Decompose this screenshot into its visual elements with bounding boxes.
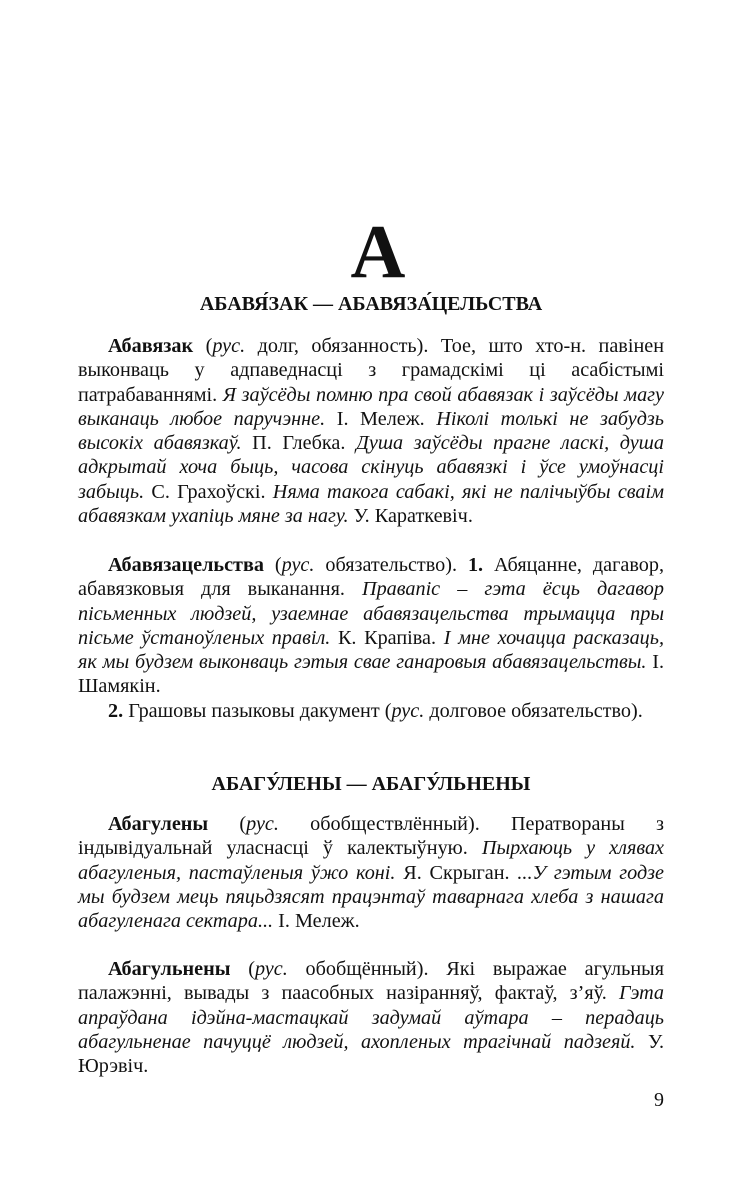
example-author: К. Крапіва. [337,626,437,649]
rus-gloss: долг, обязанность [257,335,417,357]
rus-gloss: обобществлённый [310,813,468,835]
page-number: 9 [654,1089,664,1111]
entry-headword: Абавязацельства [108,554,264,576]
example-quote: Душа заўсёды прагне ласкі, душа адкрытай хоча быць, часова скінуць абавязкі і ўсе умоўнасці забыць. [78,432,664,503]
sense-number: 1. [467,554,484,576]
example-author: П. Глебка. [252,432,346,455]
section-title-abagulieny: АБАГУ́ЛЕНЫ — АБАГУ́ЛЬНЕНЫ [211,773,531,795]
rus-label: рус. [246,813,279,835]
rus-label: рус. [281,554,315,576]
example-quote: Няма такога сабакі, які не палічыўбы сваім абавязкам ухапіць мяне за нагу. [78,480,665,528]
sense-number: 2. [108,699,124,722]
rus-label: рус. [212,335,246,357]
example-quote: І мне хочацца расказаць, як мы будзем выконваць гэтыя свае ганаровыя абавязацельствы. [78,626,665,674]
entry-abaviazacelstva: Абавязацельства (рус. обязательство). 1. Абяцанне, дагавор, абавязковыя для выканання. Правапіс – гэта ёсць дагавор пісьменных людзей, узаемнае абавязацельства трымацца пры пісьме ўстаноўленых правіл. К. Крапіва. І мне хочацца расказаць, як мы будзем выконваць гэтыя свае ганаровыя абавязацельствы. І. Шамякін. 2. Грашовы пазыковы дакумент (рус. долговое обязательство). [78,554,665,722]
example-author: С. Грахоўскі. [151,480,266,503]
example-author: І. Мележ. [278,910,360,933]
entry-abaviazak: Абавязак (рус. долг, обязанность). Тое, што хто-н. павінен выконваць у адпаведнасці з грамадскімі ці асабістымі патрабаваннямі. Я заўсёды помню пра свой абавязак і заўсёды магу выканаць любое паручэнне. І. Мележ. Ніколі толькі не забудзь высокіх абавязкаў. П. Глебка. Душа заўсёды прагне ласкі, душа адкрытай хоча быць, часова скінуць абавязкі і ўсе умоўнасці забыць. С. Грахоўскі. Няма такога сабакі, які не палічыўбы сваім абавязкам ухапіць мяне за нагу. У. Караткевіч. [78,335,665,528]
example-quote: Пырхаюць у хлявах абагуленыя, пастаўленыя ўжо коні. [78,837,665,884]
entry-definition: Ператвораны з індывідуальнай уласнасці ў калектыўную. [78,813,664,860]
entry-definition: Тое, што хто-н. павінен выконваць у адпаведнасці з грамадскімі ці асабістымі патрабаваннямі. [78,335,665,406]
example-quote: Гэта апраўдана ідэйна-мастацкай задумай аўтара – перадаць абагульненае пачуццё людзей, ахопленых трагічнай падзеяй. [78,982,665,1053]
example-quote: Я заўсёды помню пра свой абавязак і заўсёды магу выканаць любое паручэнне. [78,383,664,430]
example-author: І. Мележ. [336,407,425,430]
sense-definition: Абяцанне, дагавор, абавязковыя для выканання. [78,554,664,601]
entry-headword: Абавязак [108,335,194,357]
example-author: У. Караткевіч. [353,505,473,528]
rus-label: рус. [391,699,425,722]
entry-abagulneny: Абагульнены (рус. обобщённый). Які выражае агульныя палажэнні, вывады з паасобных назіранняў, фактаў, з’яў. Гэта апраўдана ідэйна-мастацкай задумай аўтара – перадаць абагульненае пачуццё людзей, ахопленых трагічнай падзеяй. У. Юрэвіч. [78,958,665,1078]
entry-headword: Абагулены [108,813,209,835]
example-quote: Ніколі толькі не забудзь высокіх абавязкаў. [78,407,664,455]
entry-abagulieny: Абагулены (рус. обобществлённый). Ператвораны з індывідуальнай уласнасці ў калектыўную. Пырхаюць у хлявах абагуленыя, пастаўленыя ўжо коні. Я. Скрыган. ...У гэтым годзе мы будзем мець пяцьдзясят працэнтаў таварнага хлеба з нашага абагуленага сектара... І. Мележ. [78,813,665,933]
entry-definition: Які выражае агульныя палажэнні, вывады з паасобных назіранняў, фактаў, з’яў. [78,958,664,1005]
example-quote: Правапіс – гэта ёсць дагавор пісьменных людзей, узаемнае абавязацельства трымацца пры пісьме ўстаноўленых правіл. [78,578,664,649]
example-author: Я. Скрыган. [403,861,510,884]
rus-label: рус. [254,958,288,980]
rus-gloss: обязательство [325,554,446,576]
section-title-abaviazak: АБАВЯ́ЗАК — АБАВЯЗА́ЦЕЛЬСТВА [199,293,543,315]
example-author: І. Шамякін. [78,651,664,698]
example-author: У. Юрэвіч. [78,1030,664,1078]
sense-definition: Грашовы пазыковы дакумент [128,699,380,722]
section-letter: А [350,210,406,294]
example-quote: ...У гэтым годзе мы будзем мець пяцьдзясят працэнтаў таварнага хлеба з нашага абагуленага сектара... [78,861,665,933]
sense-tail: ). [631,699,643,722]
rus-gloss: обобщённый [305,958,417,980]
entry-headword: Абагульнены [108,958,231,980]
rus-gloss: долговое обязательство [429,699,631,722]
